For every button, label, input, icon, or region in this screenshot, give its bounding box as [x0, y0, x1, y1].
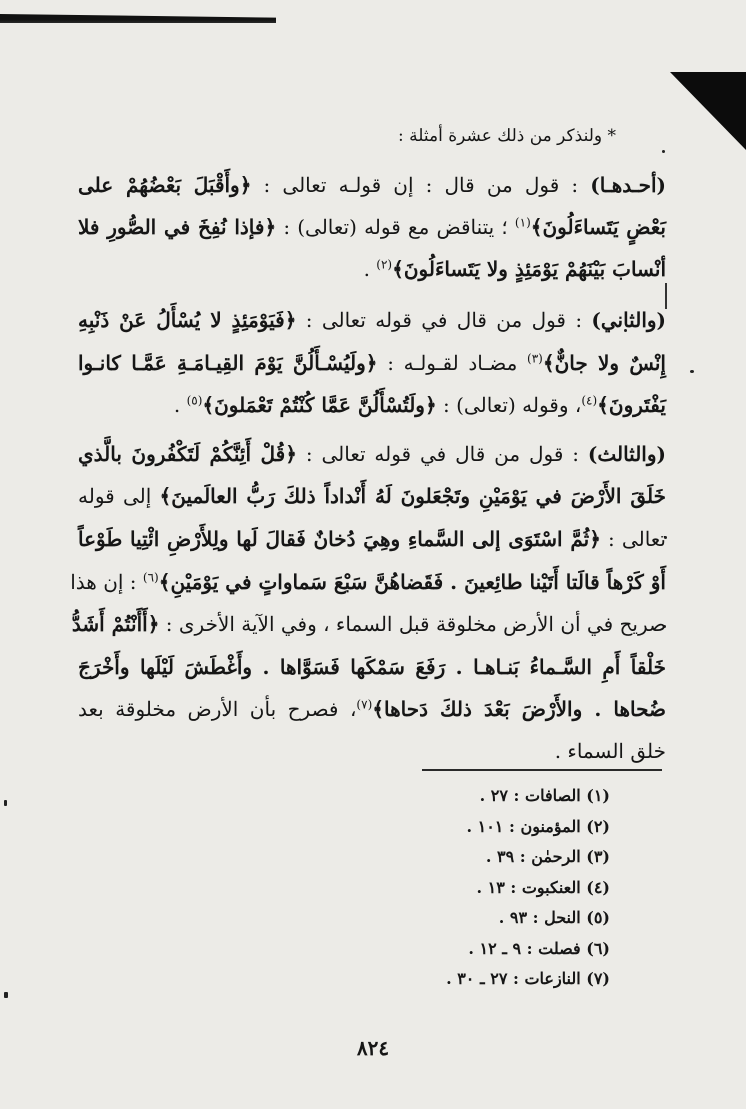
- text-line: [78, 653, 666, 681]
- text-run: إلى قوله: [78, 484, 160, 508]
- text-line: [174, 391, 666, 419]
- text-line: [70, 568, 666, 596]
- text-line: [78, 695, 666, 723]
- text-run: تعالى :: [600, 527, 666, 551]
- footnote-item: (٢) المؤمنون : ١٠١ .: [466, 816, 610, 836]
- quoted-text: (أحـدهـا): [590, 173, 666, 197]
- quoted-text: أنْسابَ بَيْنَهُمْ يَوْمَئِذٍ ولا يَتَساءَلُونَ﴾: [392, 257, 666, 281]
- text-run: صريح في أن الأرض مخلوقة قبل السماء ، وفي الآية الأخرى :: [159, 612, 666, 636]
- text-line: [78, 482, 666, 510]
- quoted-text: يَفْتَرونَ﴾: [597, 393, 666, 417]
- footnote-ref: (٣): [527, 351, 543, 366]
- quoted-text: ﴿أَأَنْتُمْ أَشَدُّ: [71, 612, 160, 636]
- intro-line: * ولنذكر من ذلك عشرة أمثلة :: [398, 126, 616, 146]
- text-line: [78, 213, 666, 241]
- footnote-ref: (٢): [376, 257, 393, 272]
- text-line: [78, 306, 666, 334]
- quoted-text: خَلْقاً أَمِ السَّـماءُ بَنـاهـا . رَفَعَ سَمْكَها فَسَوَّاها . وأَغْطَشَ لَيْلَها وأَخْرَجَ: [78, 655, 666, 679]
- scan-corner-shadow: [670, 72, 746, 150]
- text-run: .: [173, 393, 187, 417]
- text-line: [78, 349, 666, 377]
- footnote-ref: (٦): [142, 570, 159, 585]
- text-run: : قول من قال : إن قولـه تعالى :: [251, 173, 591, 197]
- footnote-item: (٦) فصلت : ٩ ـ ١٢ .: [468, 938, 610, 958]
- quoted-text: إِنْسٌ ولا جانٌّ﴾: [542, 351, 666, 375]
- quoted-text: ﴿فَيَوْمَئِذٍ لا يُسْأَلُ عَنْ ذَنْبِهِ: [78, 308, 297, 332]
- quoted-text: أَوْ كَرْهاً قالَتا أَتَيْنا طائِعينَ . فَقَضاهُنَّ سَبْعَ سَماواتٍ في يَوْمَيْنِ﴾: [158, 570, 666, 594]
- page-number: ٨٢٤: [356, 1036, 390, 1060]
- text-line: [71, 610, 666, 638]
- footnote-ref: (١): [514, 215, 531, 230]
- footnote-ref: (٥): [186, 393, 203, 408]
- quoted-text: ﴿ولَتُسْأَلُنَّ عَمَّا كُنْتُمْ تَعْمَلونَ﴾: [202, 393, 437, 417]
- text-run: : إن هذا: [70, 570, 143, 594]
- text-line: [78, 440, 666, 468]
- quoted-text: ﴿فإذا نُفِخَ في الصُّورِ فلا: [78, 215, 277, 239]
- footnote-item: (٤) العنكبوت : ١٣ .: [476, 877, 610, 897]
- quoted-text: خَلَقَ الأَرْضَ في يَوْمَيْنِ وتَجْعَلونَ لَهُ أَنْداداً ذلكَ رَبُّ العالَمينَ﴾: [159, 484, 667, 508]
- text-line: [78, 171, 666, 199]
- quoted-text: ﴿ثُمَّ اسْتَوَى إلى السَّماءِ وهِيَ دُخانٌ فَقالَ لَها ولِلأَرْضِ ائْتِيا طَوْعاً: [78, 527, 601, 551]
- scan-edge-bar: [0, 14, 276, 23]
- footnote-ref: (٤): [581, 393, 598, 408]
- text-run: ؛ يتناقض مع قوله (تعالى) :: [276, 215, 515, 239]
- text-run: مضـاد لقـولـه :: [377, 351, 528, 375]
- quoted-text: بَعْضٍ يَتَساءَلُونَ﴾: [530, 215, 667, 239]
- text-line: [78, 525, 666, 553]
- text-run: خلق السماء .: [554, 739, 666, 763]
- quoted-text: ﴿قُلْ أَئِنَّكُمْ لَتَكْفُرونَ بالَّذي: [78, 442, 297, 466]
- text-line: [555, 737, 666, 765]
- text-line: [364, 255, 666, 283]
- footnote-rule: [422, 769, 662, 771]
- footnote-ref: (٧): [356, 697, 373, 712]
- text-run: : قول من قال في قوله تعالى :: [296, 308, 592, 332]
- footnote-item: (٥) النحل : ٩٣ .: [498, 908, 610, 927]
- text-run: ، وقوله (تعالى) :: [436, 393, 582, 417]
- quoted-text: (والثالث): [587, 442, 666, 466]
- quoted-text: ﴿ولَيُسْـأَلُنَّ يَوْمَ القِيـامَـةِ عَمَّـا كانـوا: [78, 351, 378, 375]
- footnote-item: (٣) الرحمٰن : ٣٩ .: [485, 847, 610, 866]
- footnote-item: (١) الصافات : ٢٧ .: [479, 786, 610, 805]
- quoted-text: (والثاني): [591, 308, 666, 332]
- text-run: .: [363, 257, 377, 281]
- footnote-item: (٧) النازعات : ٢٧ ـ ٣٠ .: [446, 969, 610, 988]
- quoted-text: ﴿وأَقْبَلَ بَعْضُهُمْ على: [78, 173, 252, 197]
- quoted-text: ضُحاها . والأَرْضَ بَعْدَ ذلكَ دَحاها﴾: [372, 697, 667, 721]
- text-run: : قول من قال في قوله تعالى :: [296, 442, 588, 466]
- text-run: ، فصرح بأن الأرض مخلوقة بعد: [78, 697, 357, 721]
